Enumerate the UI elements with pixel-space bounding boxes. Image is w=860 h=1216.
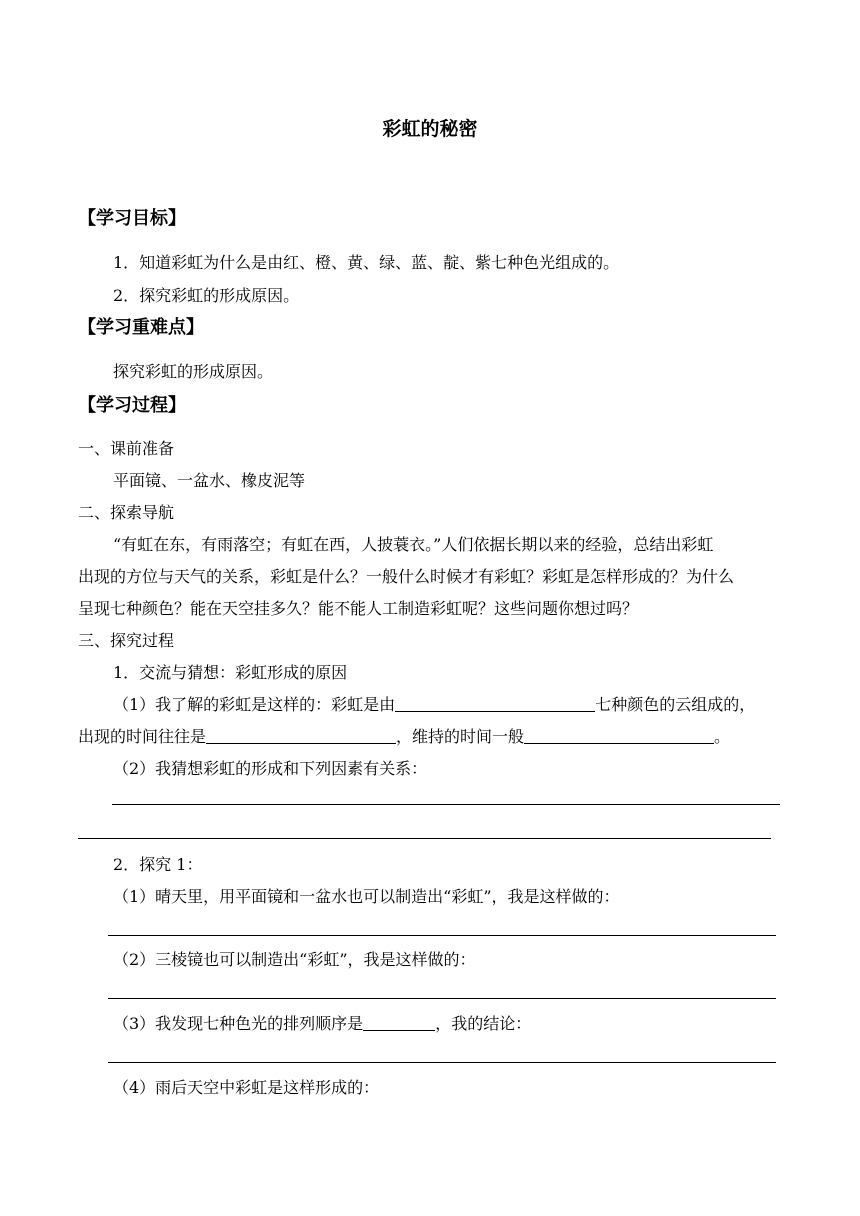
key-points-heading: 【学习重难点】 bbox=[78, 317, 204, 338]
nav-heading: 二、探索导航 bbox=[78, 503, 175, 522]
answer-line[interactable] bbox=[108, 935, 776, 936]
step1-question-1-line-2 bbox=[78, 727, 730, 747]
nav-paragraph-line-2: 出现的方位与天气的关系，彩虹是什么？一般什么时候才有彩虹？彩虹是怎样形成的？为什么 bbox=[78, 567, 735, 586]
appear-time-blank[interactable] bbox=[206, 727, 396, 744]
answer-line[interactable] bbox=[112, 804, 780, 805]
step2-question-2: （2）三棱镜也可以制造出“彩虹”，我是这样做的： bbox=[113, 950, 476, 969]
step2-question-1: （1）晴天里，用平面镜和一盆水也可以制造出“彩虹”，我是这样做的： bbox=[113, 887, 620, 906]
step1-question-1-line-1 bbox=[113, 695, 755, 715]
goal-item-2: 2．探究彩虹的形成原因。 bbox=[113, 286, 300, 305]
inquiry-heading: 三、探究过程 bbox=[78, 631, 175, 650]
answer-line[interactable] bbox=[108, 998, 776, 999]
q3-text-b: ，我的结论： bbox=[435, 1014, 532, 1033]
rainbow-colors-blank[interactable] bbox=[395, 695, 595, 712]
prep-text: 平面镜、一盆水、橡皮泥等 bbox=[113, 471, 306, 490]
step2-question-4: （4）雨后天空中彩虹是这样形成的： bbox=[113, 1078, 380, 1097]
answer-line[interactable] bbox=[108, 1062, 776, 1063]
page-title: 彩虹的秘密 bbox=[382, 118, 478, 140]
order-blank[interactable] bbox=[363, 1014, 435, 1031]
step1-title: 1．交流与猜想：彩虹形成的原因 bbox=[113, 663, 348, 682]
q1-text-b: 七种颜色的云组成的， bbox=[595, 695, 756, 714]
nav-paragraph-line-1: “有虹在东，有雨落空；有虹在西，人披蓑衣。”人们依据长期以来的经验，总结出彩虹 bbox=[113, 535, 714, 554]
step1-question-2: （2）我猜想彩虹的形成和下列因素有关系： bbox=[113, 759, 428, 778]
q1-text-e: 。 bbox=[714, 727, 731, 746]
key-points-text: 探究彩虹的形成原因。 bbox=[113, 362, 274, 381]
q1-text-d: ，维持的时间一般 bbox=[396, 727, 525, 746]
q3-text-a: （3）我发现七种色光的排列顺序是 bbox=[113, 1014, 364, 1033]
q1-text-a: （1）我了解的彩虹是这样的：彩虹是由 bbox=[113, 695, 396, 714]
duration-blank[interactable] bbox=[524, 727, 714, 744]
prep-heading: 一、课前准备 bbox=[78, 439, 175, 458]
step2-question-3 bbox=[113, 1014, 531, 1034]
goal-item-1: 1．知道彩虹为什么是由红、橙、黄、绿、蓝、靛、紫七种色光组成的。 bbox=[113, 253, 620, 272]
step2-title: 2．探究 1： bbox=[113, 855, 203, 874]
q1-text-c: 出现的时间往往是 bbox=[78, 727, 207, 746]
goals-heading: 【学习目标】 bbox=[78, 208, 186, 229]
nav-paragraph-line-3: 呈现七种颜色？能在天空挂多久？能不能人工制造彩虹呢？这些问题你想过吗？ bbox=[78, 599, 639, 618]
answer-line[interactable] bbox=[78, 838, 771, 839]
process-heading: 【学习过程】 bbox=[78, 395, 186, 416]
